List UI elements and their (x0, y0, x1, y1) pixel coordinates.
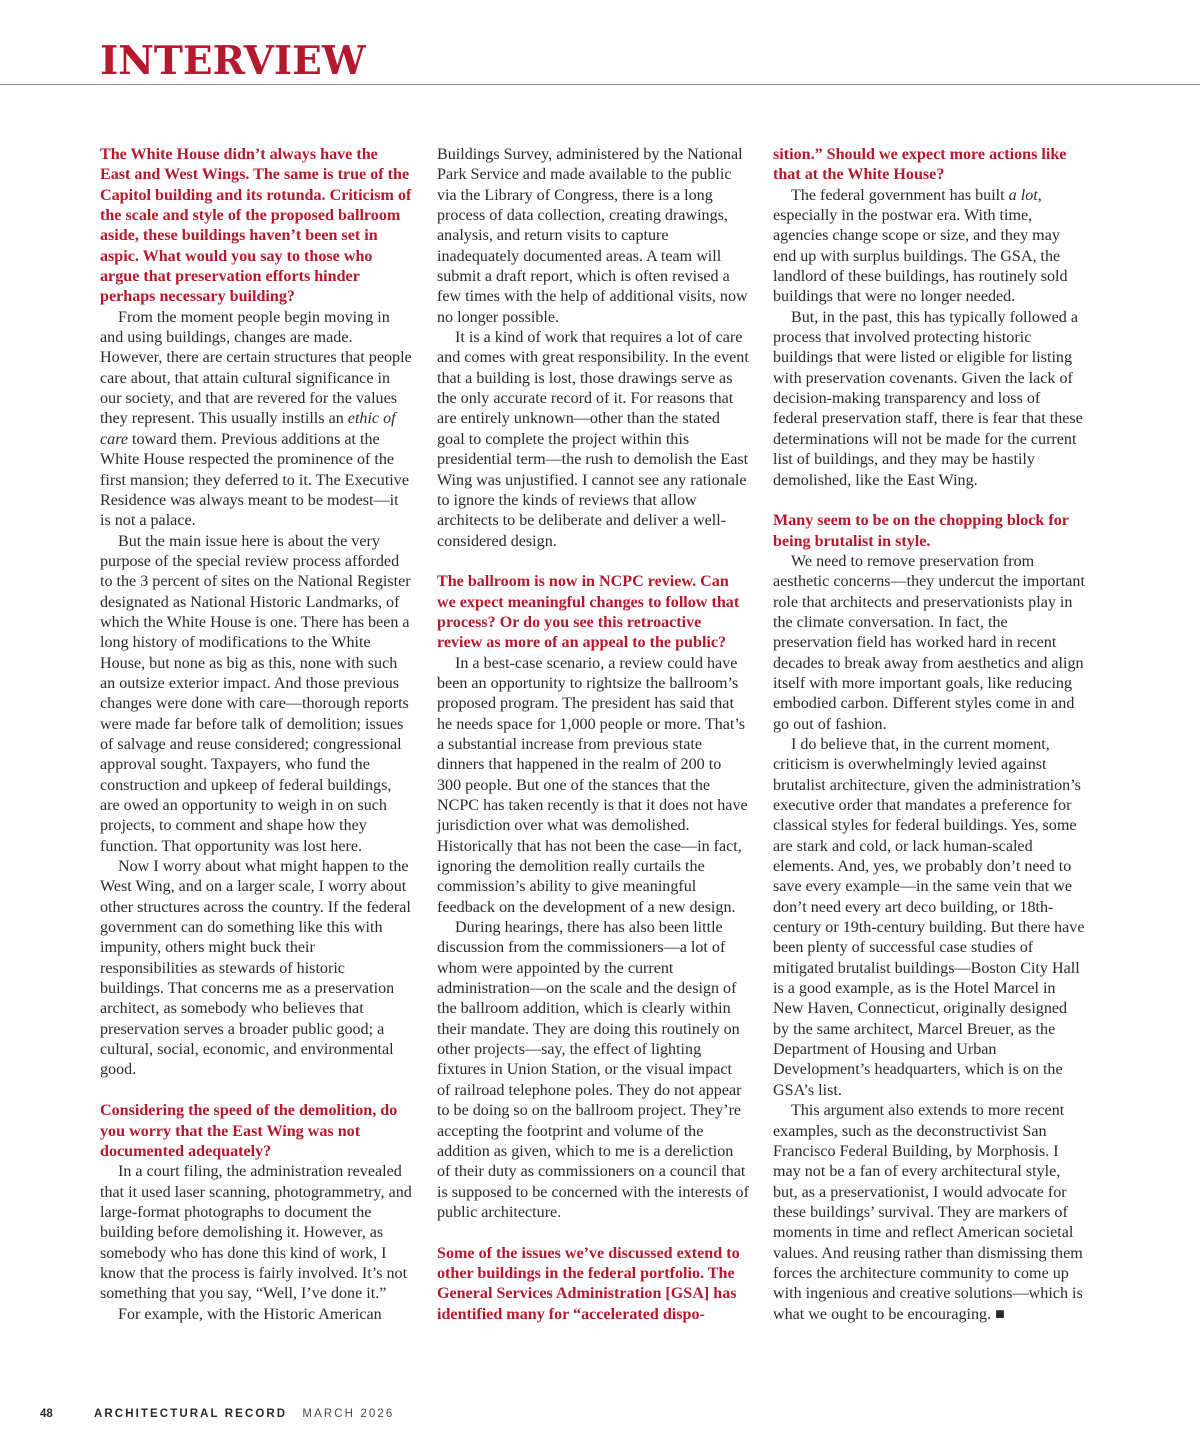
question-heading: Considering the speed of the demolition, do you worry that the East Wing was not documented adequately? (100, 1102, 398, 1160)
body-paragraph: We need to remove preservation from aesthetic concerns—they undercut the important role that architects and preservationists play in the climate conversation. In fact, the preservation field has worked hard in recent decades to break away from aesthetics and align itself with more important goals, like reducing embodied carbon. Different styles come in and go out of fashion. (773, 552, 1085, 733)
body-paragraph: Now I worry about what might happen to the West Wing, and on a larger scale, I worry about other structures across the country. If the federal government can do something like this with impunity, others might buck their responsibilities as stewards of historic buildings. That concerns me as a preservation architect, as somebody who believes that preservation serves a broader public good; a cultural, social, economic, and environmental good. (100, 858, 411, 1079)
body-paragraph: For example, with the Historic American (118, 1305, 382, 1323)
body-paragraph: It is a kind of work that requires a lot of care and comes with great responsibility. In the event that a building is lost, those drawings serve as the only accurate record of it. For reasons that are entirely unknown—other than the stated goal to complete the project within this presidential term—the rush to demolish the East Wing was unjustified. I cannot see any rationale to ignore the kinds of reviews that allow architects to be deliberate and deliver a well-considered design. (437, 329, 749, 550)
paragraph-gap (100, 1081, 412, 1101)
body-paragraph: During hearings, there has also been little discussion from the commissioners—a lot of whom were appointed by the current administration—on the scale and the design of the ballroom addition, which is clearly within their mandate. They are doing this routinely on other projects—say, the effect of lighting fixtures in Union Station, or the visual impact of railroad telephone poles. They do not appear to be doing so on the ballroom project. They’re accepting the footprint and volume of the addition as given, which to me is a dereliction of their duty as commissioners on a council that is supposed to be concerned with the interests of public architecture. (437, 919, 749, 1221)
question-heading: sition.” Should we expect more actions like that at the White House? (773, 146, 1067, 184)
body-paragraph: In a court filing, the administration revealed that it used laser scanning, photogrammetry, and large-format photographs to document the building before demolishing it. However, as somebody who has done this kind of work, I know that the process is fairly involved. It’s not something that you say, “Well, I’ve done it.” (100, 1163, 412, 1303)
paragraph-gap (437, 552, 749, 572)
emphasis-text: a lot (1008, 186, 1038, 204)
magazine-name: ARCHITECTURAL RECORD (94, 1408, 288, 1420)
body-paragraph: In a best-case scenario, a review could have been an opportunity to rightsize the ballroom’s proposed program. The president has said that he needs space for 1,000 people or more. That’s a substantial increase from previous state dinners that happened in the realm of 200 to 300 people. But one of the stances that the NCPC has taken recently is that it does not have jurisdiction over what was demolished. Historically that has not been the case—in fact, ignoring the demolition really curtails the commission’s ability to give meaningful feedback on the development of a new design. (437, 654, 748, 916)
question-heading: The White House didn’t always have the East and West Wings. The same is true of the Capitol building and its rotunda. Criticism of the scale and style of the proposed ballroom aside, these buildings haven’t been set in aspic. What would you say to those who argue that preservation efforts hinder perhaps necessary building? (100, 146, 412, 306)
body-paragraph: But the main issue here is about the very purpose of the special review process afforded to the 3 percent of sites on the National Register designated as National Historic Landmarks, of which the White House is one. There has been a long history of modifications to the White House, but none as big as this, none with such an outsize exterior impact. And those previous changes were done with care—thorough reports were made far before talk of demolition; issues of salvage and reuse considered; congressional approval sought. Taxpayers, who fund the construction and upkeep of federal buildings, are owed an opportunity to weigh in on such projects, to comment and shape how they function. That opportunity was lost here. (100, 532, 411, 855)
article-column-3 (773, 145, 1085, 1325)
article-column-2 (437, 145, 749, 1325)
page-footer (40, 1408, 394, 1420)
issue-date: MARCH 2026 (302, 1408, 395, 1420)
body-paragraph: But, in the past, this has typically followed a process that involved protecting historic buildings that were listed or eligible for listing with preservation covenants. Given the lack of decision-making transparency and loss of federal preservation staff, there is fear that these determinations will not be made for the current list of buildings, and they may be hastily demolished, like the East Wing. (773, 308, 1083, 489)
paragraph-gap (773, 491, 1085, 511)
body-paragraph: This argument also extends to more recent examples, such as the deconstructivist San Francisco Federal Building, by Morphosis. I may not be a fan of every architectural style, but, as a preservationist, I would advocate for these buildings’ survival. They are markers of moments in time and reflect American societal values. And reusing rather than dismissing them forces the architecture community to come up with ingenious and creative solutions—which is what we ought to be encouraging. ■ (773, 1102, 1083, 1323)
body-paragraph: The federal government has built a lot, especially in the postwar era. With time, agencies change scope or size, and they may end up with surplus buildings. The GSA, the landlord of these buildings, has routinely sold buildings that were no longer needed. (773, 186, 1068, 306)
body-paragraph: Buildings Survey, administered by the National Park Service and made available to the public via the Library of Congress, there is a long process of data collection, creating drawings, analysis, and return visits to capture inadequately documented areas. A team will submit a draft report, which is often revised a few times with the help of additional visits, now no longer possible. (437, 146, 748, 326)
page-number: 48 (40, 1408, 53, 1420)
section-title: INTERVIEW (100, 38, 366, 84)
question-heading: Some of the issues we’ve discussed extend to other buildings in the federal portfolio. The General Services Administration [GSA] has identified many for “accelerated dispo- (437, 1244, 740, 1323)
body-paragraph: I do believe that, in the current moment, criticism is overwhelmingly levied against brutalist architecture, given the administration’s executive order that mandates a preference for classical styles for federal buildings. Yes, some are stark and cold, or lack human-scaled elements. And, yes, we probably don’t need to save every example—in the same vein that we don’t need every art deco building, or 18th-century or 19th-century building. But there have been plenty of successful case studies of mitigated brutalist buildings—Boston City Hall is a good example, as is the Hotel Marcel in New Haven, Connecticut, originally designed by the same architect, Marcel Breuer, as the Department of Housing and Urban Development’s headquarters, which is on the GSA’s list. (773, 735, 1085, 1099)
question-heading: Many seem to be on the chopping block for being brutalist in style. (773, 512, 1069, 550)
emphasis-text: ethic of care (100, 410, 396, 448)
article-column-1 (100, 145, 412, 1325)
header-rule (0, 84, 1200, 85)
question-heading: The ballroom is now in NCPC review. Can we expect meaningful changes to follow that process? Or do you see this retroactive review as more of an appeal to the public? (437, 573, 740, 652)
paragraph-gap (437, 1223, 749, 1243)
body-paragraph: From the moment people begin moving in and using buildings, changes are made. However, there are certain structures that people care about, that attain cultural significance in our society, and that are revered for the values they represent. This usually instills an ethic of care toward them. Previous additions at the White House respected the prominence of the first mansion; they deferred to it. The Executive Residence was always meant to be modest—it is not a palace. (100, 308, 412, 530)
